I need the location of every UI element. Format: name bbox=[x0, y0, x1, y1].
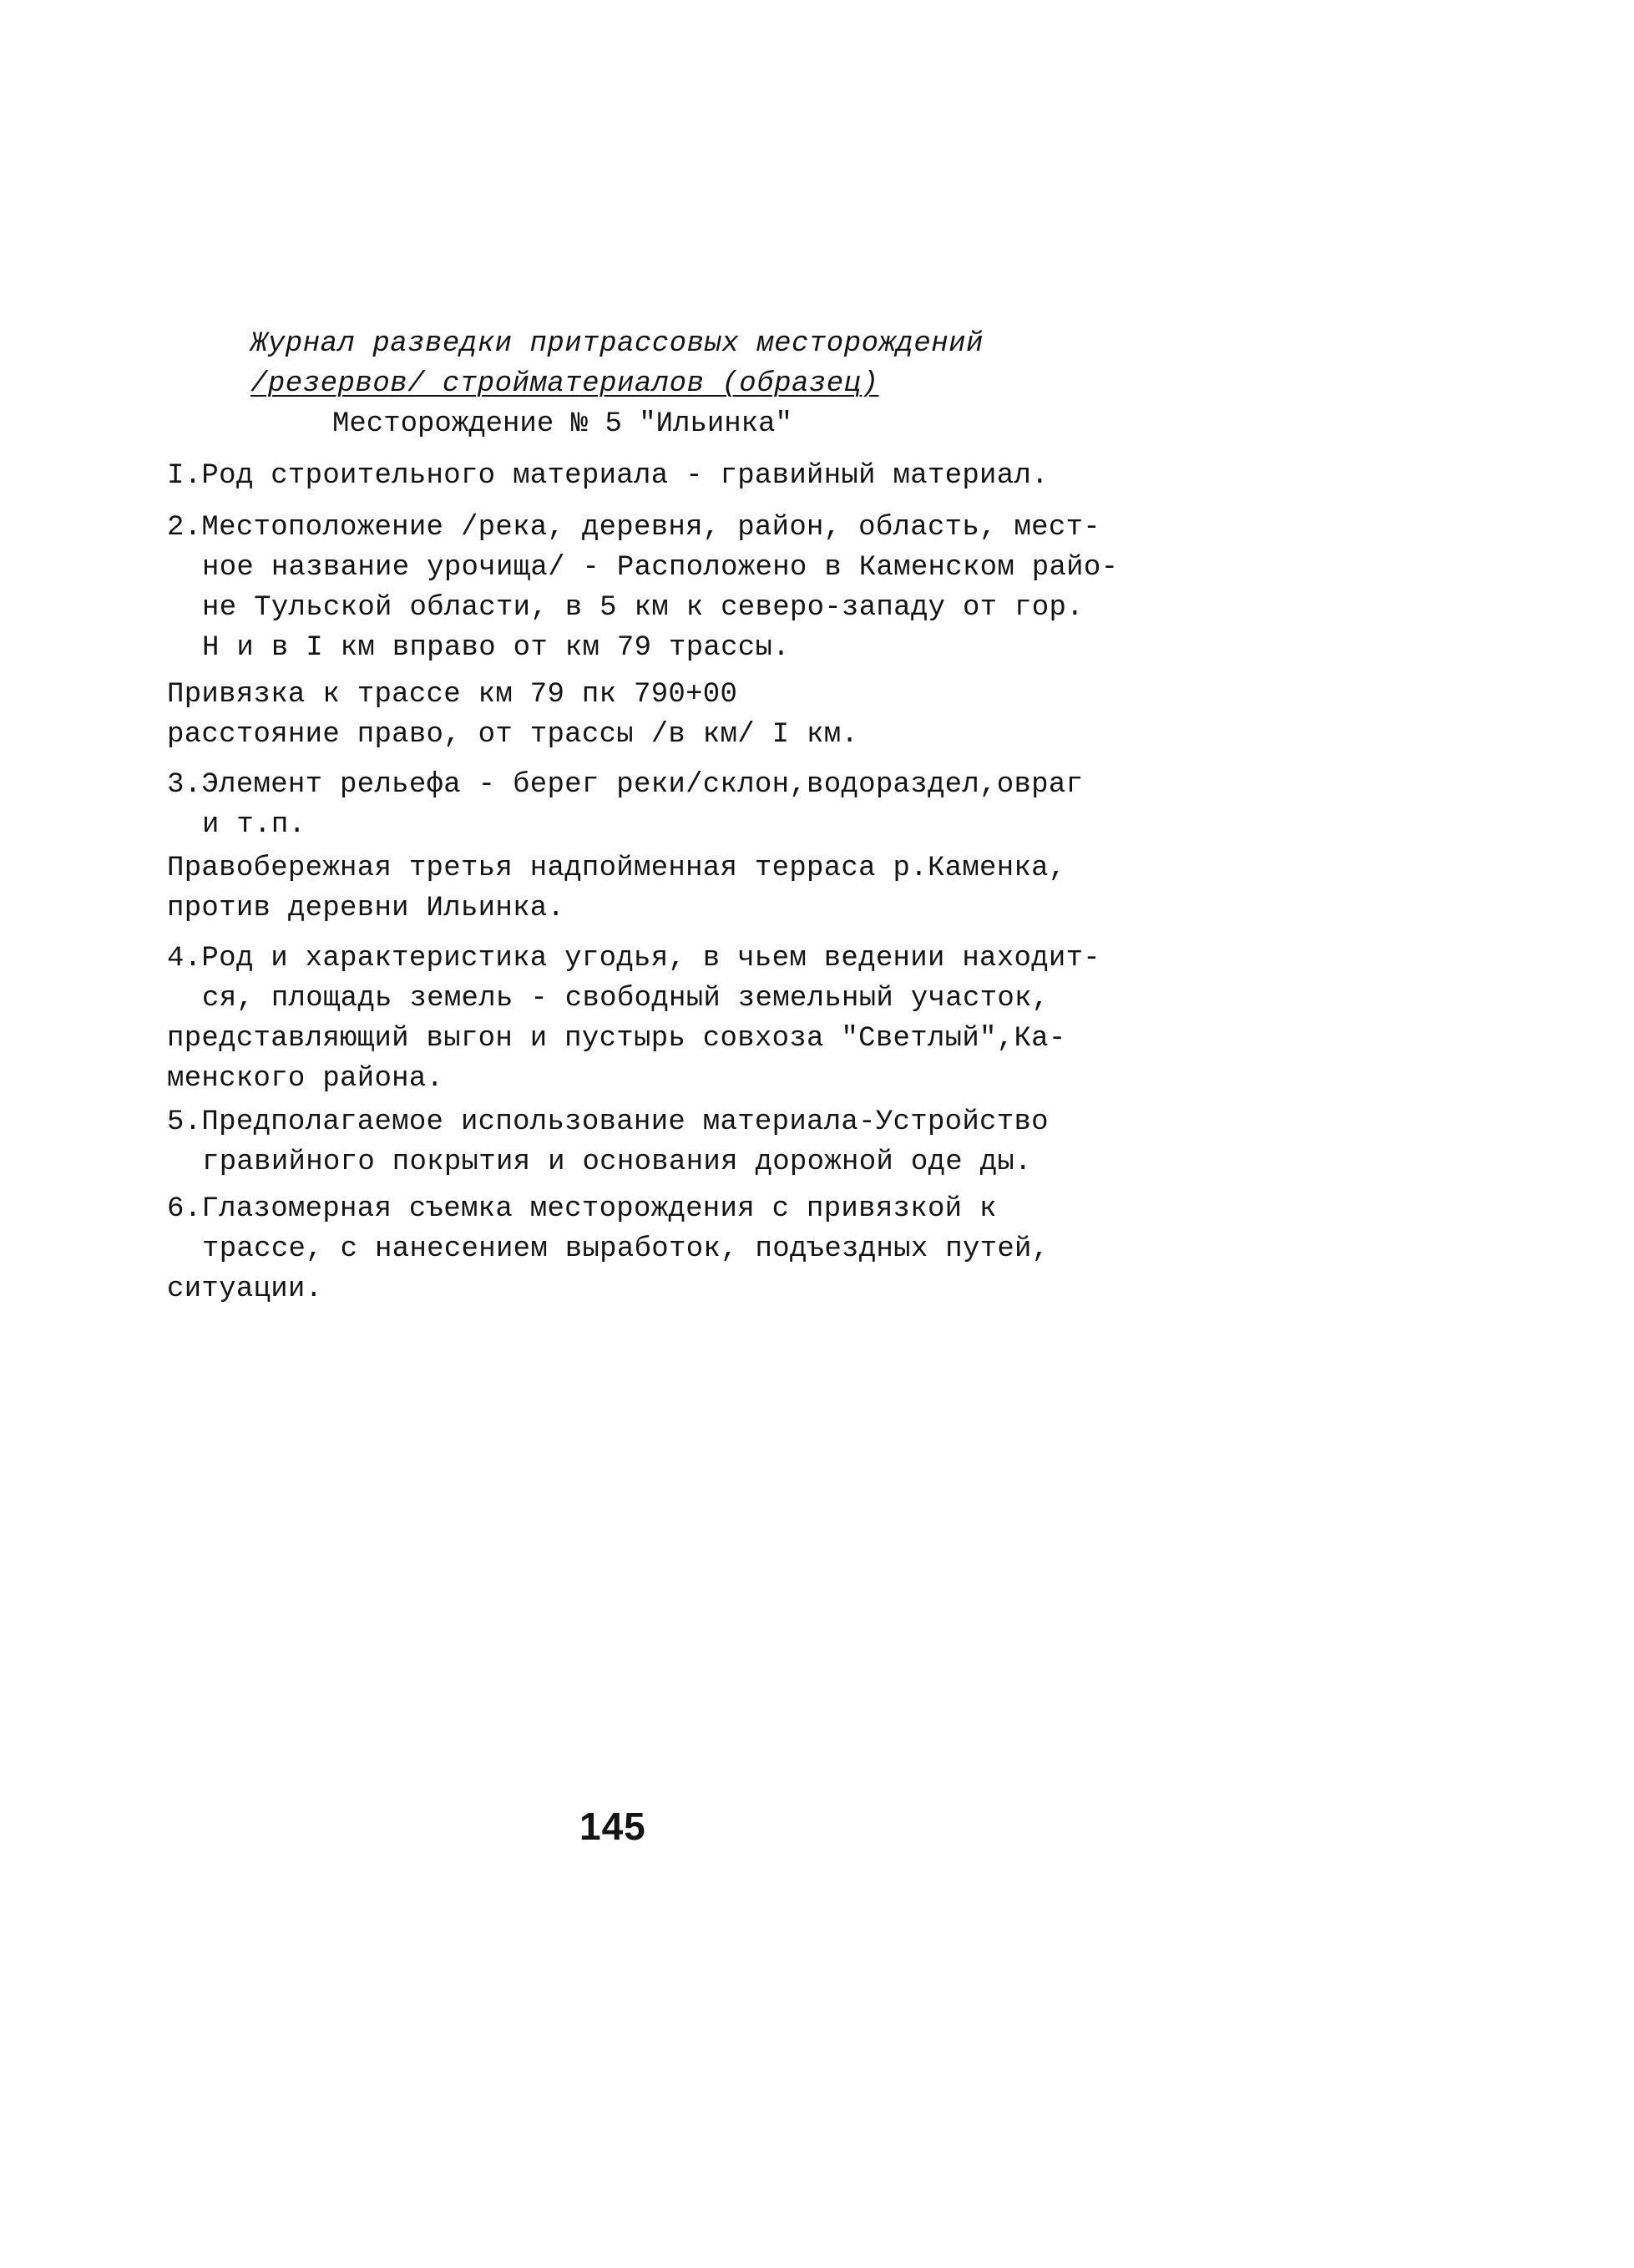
text-line: Н и в I км вправо от км 79 трассы. bbox=[202, 632, 790, 664]
paragraph-3 bbox=[167, 765, 1083, 845]
text-line: ситуации. bbox=[167, 1273, 323, 1305]
paragraph-1 bbox=[167, 456, 1049, 496]
title-line: Журнал разведки притрассовых месторождений bbox=[250, 328, 984, 360]
paragraph-binding bbox=[167, 675, 858, 755]
text-line: расстояние право, от трассы /в км/ I км. bbox=[167, 719, 859, 751]
text-line: трассе, с нанесением выработок, подъездных путей, bbox=[202, 1233, 1050, 1265]
text-line: 4.Род и характеристика угодья, в чьем ведении находит- bbox=[167, 943, 1100, 975]
text-line: Правобережная третья надпойменная терраса р.Каменка, bbox=[167, 853, 1066, 884]
text-line: ное название урочища/ - Расположено в Каменском райо- bbox=[202, 552, 1119, 584]
text-line: гравийного покрытия и основания дорожной оде ды. bbox=[202, 1147, 1032, 1178]
text-line: 2.Местоположение /река, деревня, район, область, мест- bbox=[167, 512, 1100, 544]
text-line: 3.Элемент рельефа - берег реки/склон,водораздел,овраг bbox=[167, 769, 1084, 801]
text-line: представляющий выгон и пустырь совхоза "Светлый",Ка- bbox=[167, 1023, 1066, 1055]
paragraph-2 bbox=[167, 508, 1118, 668]
text-line: не Тульской области, в 5 км к северо-западу от гор. bbox=[202, 592, 1084, 624]
page-number: 145 bbox=[579, 1805, 646, 1848]
paragraph-5 bbox=[167, 1102, 1049, 1182]
paragraph-terrace bbox=[167, 848, 1066, 929]
document-title bbox=[250, 324, 984, 404]
text-line: против деревни Ильинка. bbox=[167, 893, 565, 924]
text-line: 6.Глазомерная съемка месторождения с привязкой к bbox=[167, 1193, 997, 1225]
paragraph-6 bbox=[167, 1189, 1049, 1309]
deposit-subtitle: Месторождение № 5 "Ильинка" bbox=[332, 408, 792, 440]
text-line: 5.Предполагаемое использование материала-Устройство bbox=[167, 1106, 1049, 1138]
paragraph-4 bbox=[167, 939, 1100, 1099]
text-line: Привязка к трассе км 79 пк 790+00 bbox=[167, 679, 738, 711]
text-line: менского района. bbox=[167, 1063, 444, 1095]
text-line: I.Род строительного материала - гравийный материал. bbox=[167, 460, 1049, 492]
title-line: /резервов/ стройматериалов (образец) bbox=[250, 368, 879, 400]
text-line: ся, площадь земель - свободный земельный участок, bbox=[202, 983, 1050, 1015]
text-line: и т.п. bbox=[202, 809, 306, 841]
